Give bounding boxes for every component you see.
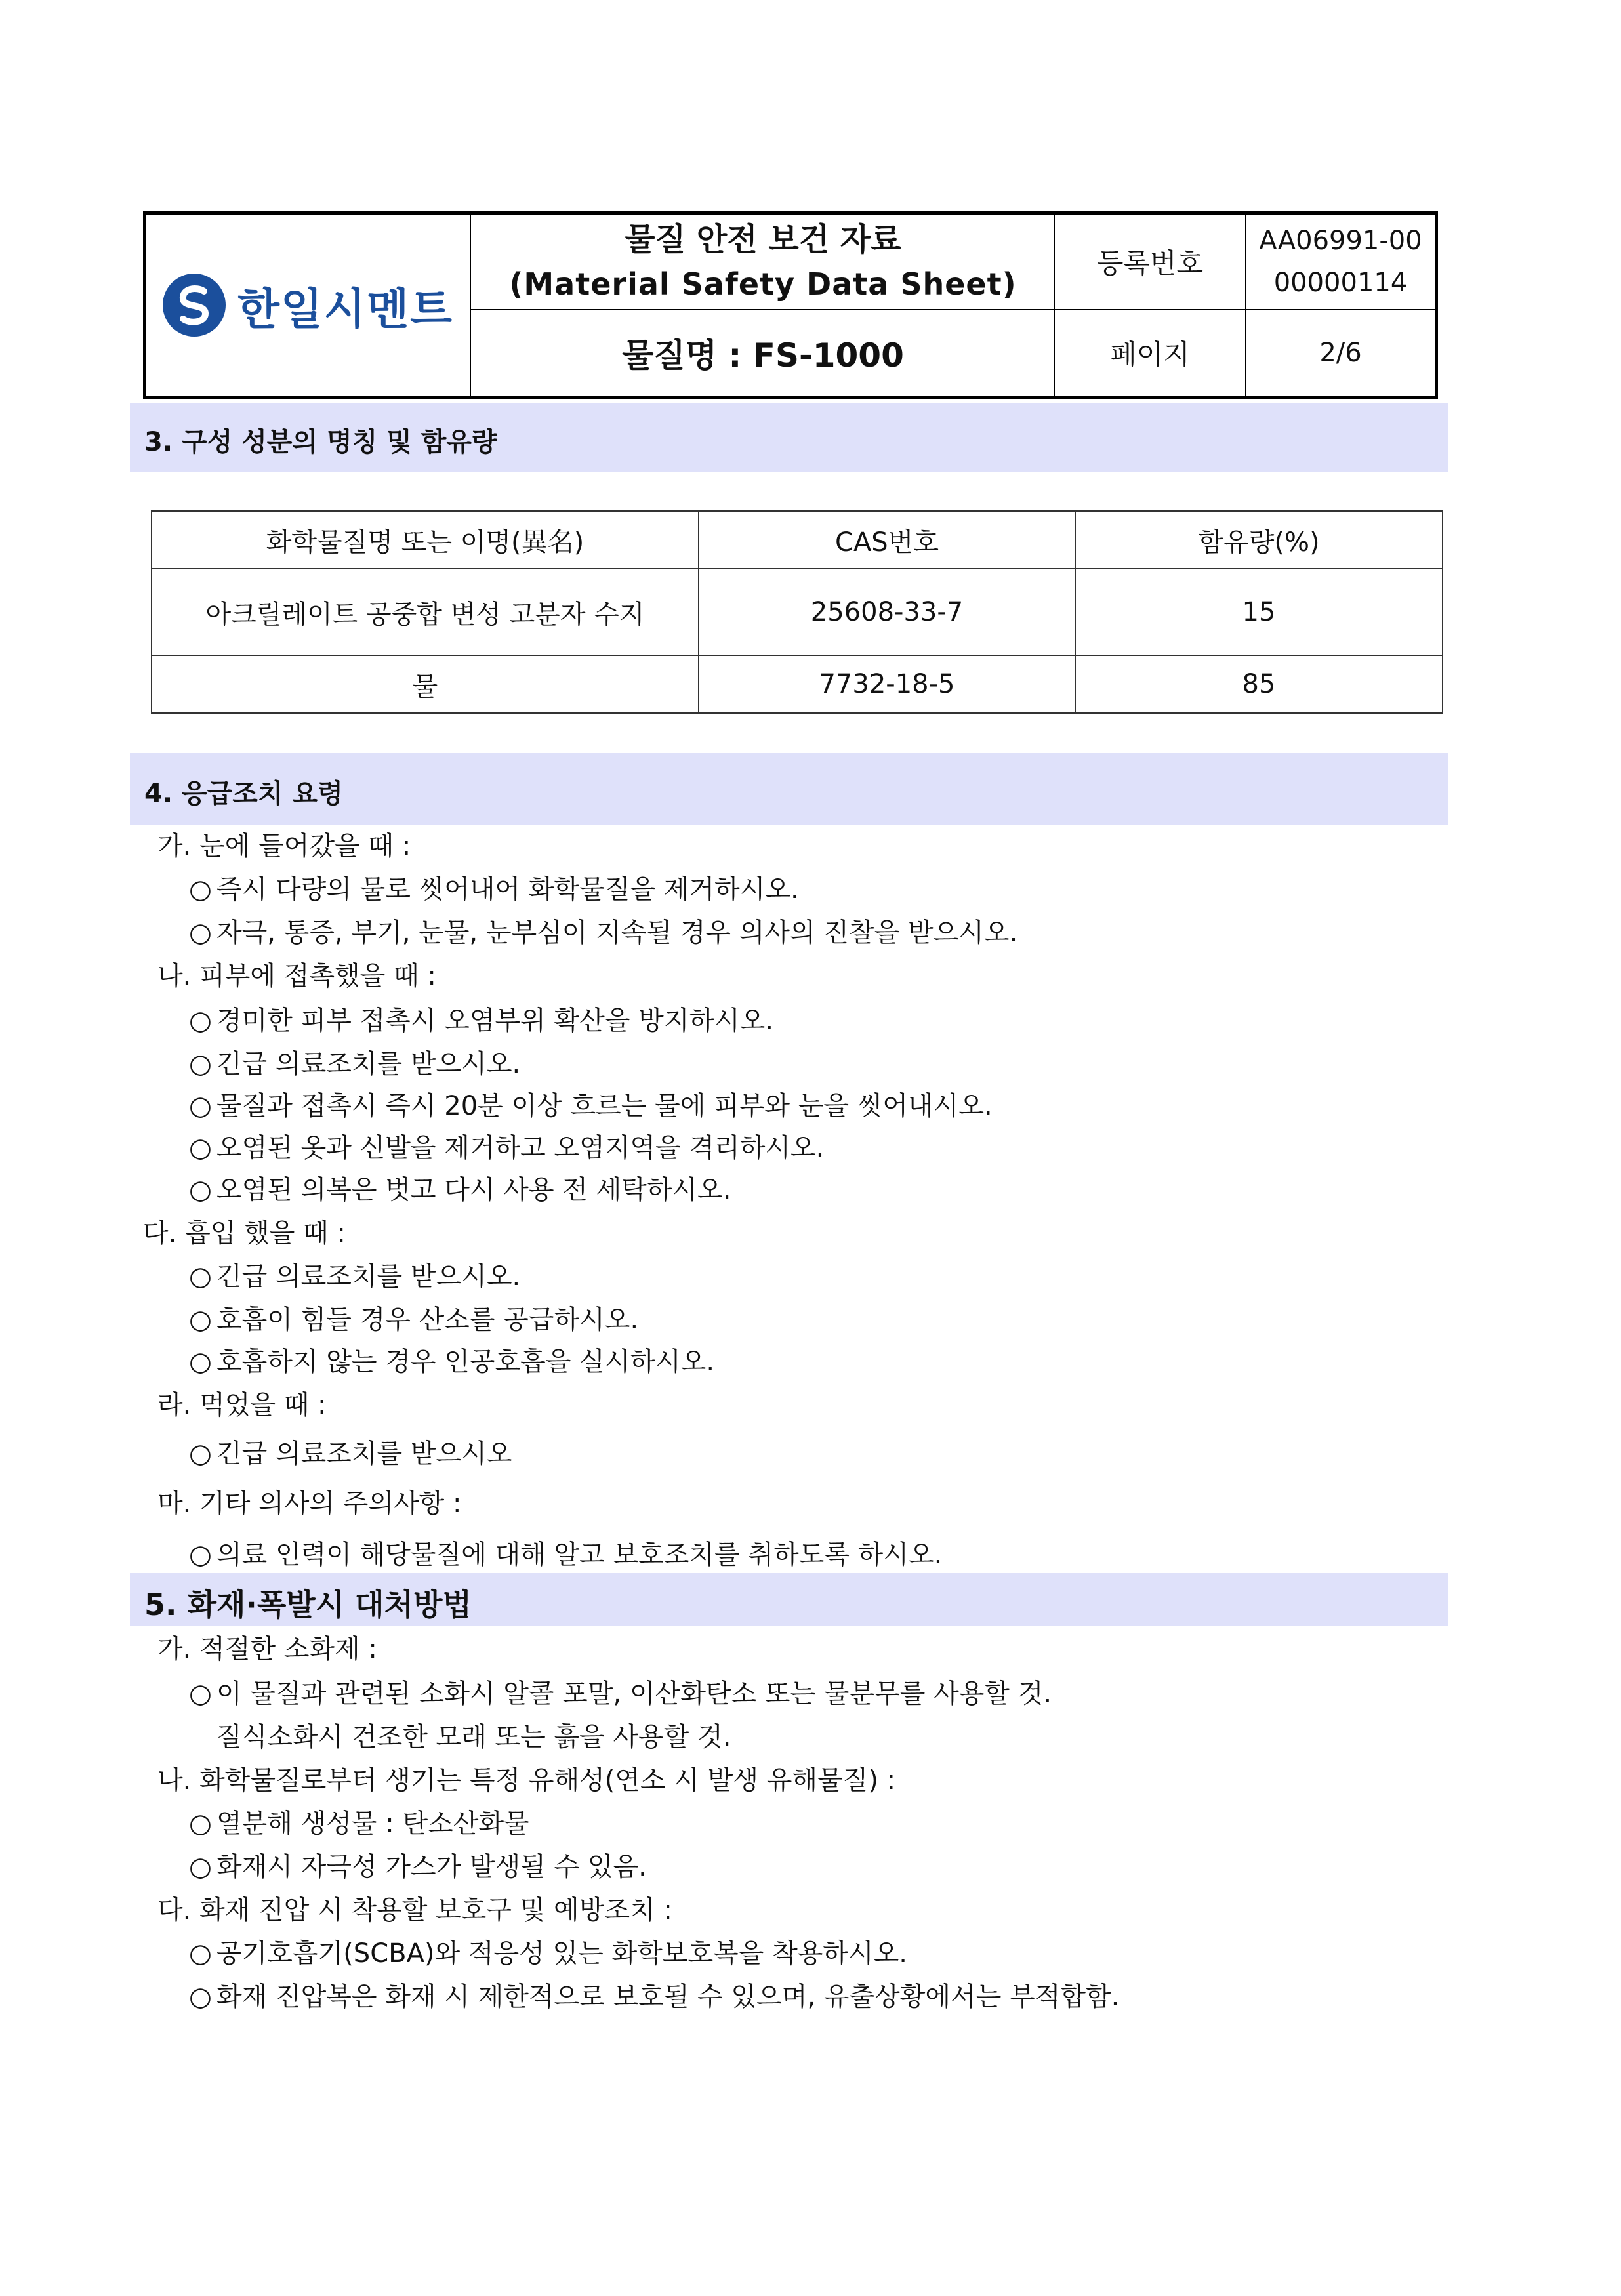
table-cell: 아크릴레이트 공중합 변성 고분자 수지 [152,569,699,655]
title-korean: 물질 안전 보건 자료 [625,221,901,258]
bullet-icon: ○ [189,1261,212,1292]
registration-number-line1: AA06991-00 [1259,226,1422,256]
column-header: 함유량(%) [1075,511,1443,569]
section-5-title: 5. 화재·폭발시 대처방법 [144,1587,472,1622]
section-3-title: 3. 구성 성분의 명칭 및 함유량 [144,427,497,457]
logo-text: 한일시멘트 [237,283,453,335]
subheading: 라. 먹었을 때 : [157,1390,327,1420]
section-5-bar [130,1573,1448,1626]
bullet-icon: ○ [189,1938,212,1969]
table-cell: 25608-33-7 [699,569,1075,655]
column-header: CAS번호 [699,511,1075,569]
material-name: 물질명 : FS-1000 [622,337,904,375]
list-item: ○ 자극, 통증, 부기, 눈물, 눈부심이 지속될 경우 의사의 진찰을 받으시오. [189,916,1017,950]
bullet-icon: ○ [189,918,212,948]
section-3-bar [130,403,1448,472]
table-cell: 85 [1075,655,1443,713]
list-item: ○ 이 물질과 관련된 소화시 알콜 포말, 이산화탄소 또는 물분무를 사용할 것. [189,1677,1052,1711]
list-item: ○ 즉시 다량의 물로 씻어내어 화학물질을 제거하시오. [189,872,799,907]
subheading: 다. 흡입 했을 때 : [143,1218,346,1248]
page-label-cell [1055,310,1245,396]
document-header [143,211,1438,399]
page-number: 2/6 [1319,338,1362,368]
list-item: ○ 의료 인력이 해당물질에 대해 알고 보호조치를 취하도록 하시오. [189,1538,942,1572]
list-item: ○ 호흡이 힘들 경우 산소를 공급하시오. [189,1303,638,1337]
bullet-icon: ○ [189,874,212,905]
list-item: ○ 화재 진압복은 화재 시 제한적으로 보호될 수 있으며, 유출상황에서는 부적합함. [189,1980,1119,2014]
table-header-row [152,511,1443,569]
bullet-icon: ○ [189,1852,212,1882]
bullet-icon: ○ [189,1809,212,1839]
bullet-icon: ○ [189,1679,212,1709]
page-label: 페이지 [1110,338,1190,371]
subheading: 나. 화학물질로부터 생기는 특정 유해성(연소 시 발생 유해물질) : [157,1765,896,1795]
subheading: 가. 적절한 소화제 : [157,1634,377,1664]
list-item: ○ 오염된 의복은 벗고 다시 사용 전 세탁하시오. [189,1173,731,1207]
registration-label-cell [1055,215,1245,309]
registration-number-line2: 00000114 [1273,268,1408,298]
list-item: ○ 오염된 옷과 신발을 제거하고 오염지역을 격리하시오. [189,1131,824,1165]
material-name-cell [472,310,1054,396]
registration-value-cell [1246,215,1435,309]
composition-table [151,510,1443,714]
list-item: ○ 긴급 의료조치를 받으시오. [189,1047,520,1081]
list-item: ○ 화재시 자극성 가스가 발생될 수 있음. [189,1850,647,1884]
title-english: (Material Safety Data Sheet) [509,266,1017,302]
list-item-continuation: 질식소화시 건조한 모래 또는 흙을 사용할 것. [216,1722,731,1752]
bullet-icon: ○ [189,1049,212,1079]
subheading: 다. 화재 진압 시 착용할 보호구 및 예방조치 : [157,1895,672,1925]
table-cell: 15 [1075,569,1443,655]
document-title [472,215,1054,309]
bullet-icon: ○ [189,1175,212,1205]
section-4-bar [130,753,1448,825]
table-row [152,569,1443,655]
list-item: ○ 물질과 접촉시 즉시 20분 이상 흐르는 물에 피부와 눈을 씻어내시오. [189,1089,993,1123]
bullet-icon: ○ [189,1006,212,1036]
page-number-cell [1246,310,1435,396]
bullet-icon: ○ [189,1439,212,1469]
bullet-icon: ○ [189,1133,212,1163]
subheading: 마. 기타 의사의 주의사항 : [157,1488,462,1519]
bullet-icon: ○ [189,1540,212,1570]
column-header: 화학물질명 또는 이명(異名) [152,511,699,569]
registration-label: 등록번호 [1096,247,1204,279]
list-item: ○ 공기호흡기(SCBA)와 적응성 있는 화학보호복을 착용하시오. [189,1937,907,1971]
company-logo [146,215,471,396]
table-cell: 7732-18-5 [699,655,1075,713]
bullet-icon: ○ [189,1982,212,2012]
list-item: ○ 긴급 의료조치를 받으시오. [189,1260,520,1294]
bullet-icon: ○ [189,1347,212,1377]
list-item: ○ 열분해 생성물 : 탄소산화물 [189,1807,529,1841]
section-4-title: 4. 응급조치 요령 [144,779,343,809]
bullet-icon: ○ [189,1305,212,1335]
logo-mark-icon [163,274,226,337]
list-item: ○ 호흡하지 않는 경우 인공호흡을 실시하시오. [189,1345,714,1379]
subheading: 나. 피부에 접촉했을 때 : [157,961,436,991]
list-item: ○ 긴급 의료조치를 받으시오 [189,1437,512,1471]
subheading: 가. 눈에 들어갔을 때 : [157,831,411,861]
bullet-icon: ○ [189,1091,212,1121]
list-item: ○ 경미한 피부 접촉시 오염부위 확산을 방지하시오. [189,1004,773,1038]
table-cell: 물 [152,655,699,713]
table-row [152,655,1443,713]
